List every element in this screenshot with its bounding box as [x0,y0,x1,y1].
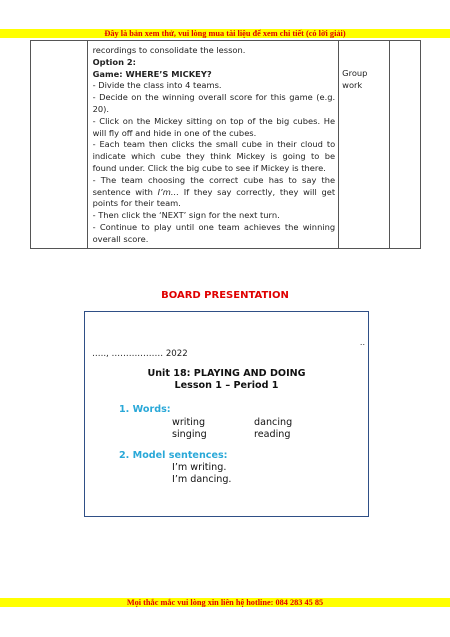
step-text: - Divide the class into 4 teams. [92,80,222,91]
step-text-part: If they say correctly, they will get points for their team. [92,186,336,209]
board-heading: BOARD PRESENTATION [161,290,289,301]
model-sentence: I’m dancing. [172,474,232,485]
date-line: ….., ……………… 2022 [92,349,188,359]
table-cell-empty [31,41,88,249]
recordings-line: recordings to consolidate the lesson. [92,45,246,55]
words-heading: 1. Words: [119,404,171,415]
preview-banner: Đây là bản xem thử, vui lòng mua tài liệu để xem chi tiết (có lời giải) [0,29,450,38]
board-presentation-box [84,311,369,517]
game-title: Game: WHERE’S MICKEY? [92,68,212,79]
unit-title-block [85,368,368,392]
step-text: - Then click the ‘NEXT’ sign for the next turn. [92,210,280,221]
hotline-banner: Mọi thắc mắc vui lòng xin liên hệ hotline: 084 283 45 85 [0,598,450,607]
step-text: - Continue to play until one team achieves the winning overall score. [92,221,336,244]
lesson-table [30,40,421,249]
step-text: - Each team then clicks the small cube in their cloud to indicate which cube they think Mickey is going to be found under. Click the big cube to see if Mickey is there. [92,139,336,173]
date-dots: .. [359,338,365,347]
word: singing [172,429,207,440]
option-label: Option 2: [92,56,136,67]
word: reading [254,429,291,440]
step-text: - Decide on the winning overall score for this game (e.g. 20). [92,92,336,114]
step-text [93,175,336,210]
mode-cell [339,41,390,249]
step-text: - Click on the Mickey sitting on top of the big cubes. He will fly off and hide in one of the cubes. [92,115,336,138]
interaction-mode: Group work [342,68,368,90]
sentence-pattern: I’m… [157,186,180,197]
word: writing [172,417,206,428]
model-sentence: I’m writing. [172,462,227,473]
word: dancing [254,417,293,428]
unit-title: Unit 18: PLAYING AND DOING [147,368,306,379]
model-sentences-heading: 2. Model sentences: [119,450,228,461]
step-text-part: - The team choosing the correct cube has to say the sentence with [92,174,336,197]
table-cell-empty [389,41,420,249]
activity-cell [87,41,339,249]
lesson-title: Lesson 1 – Period 1 [174,380,279,391]
